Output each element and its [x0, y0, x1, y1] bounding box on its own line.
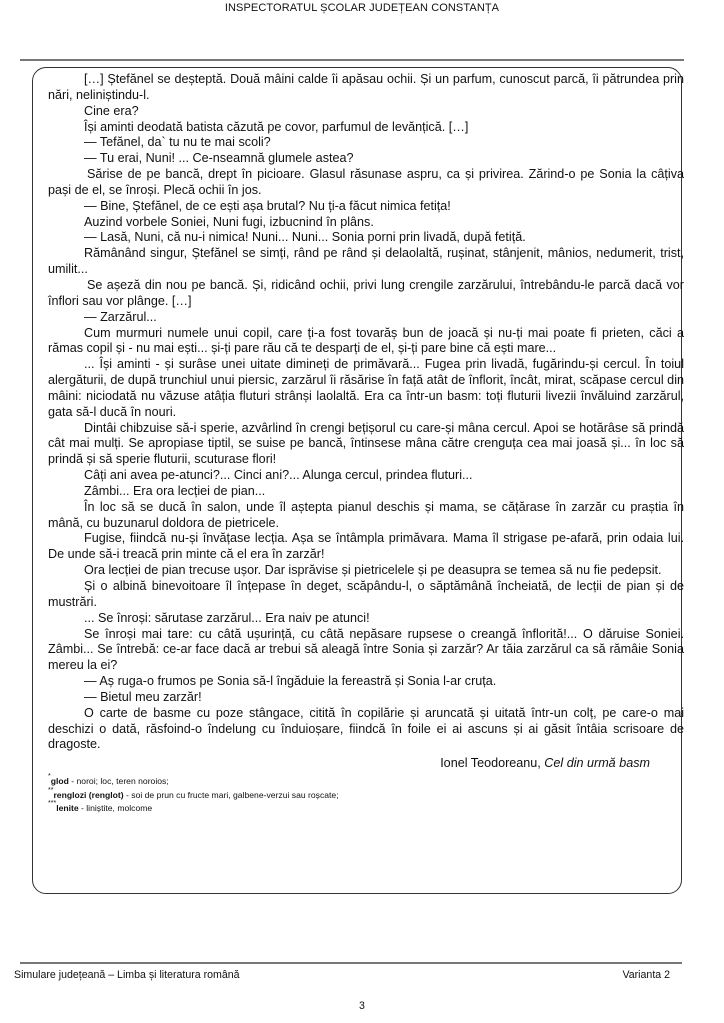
glossary-note	[48, 802, 684, 816]
glossary-note	[48, 775, 684, 789]
paragraph: Fugise, fiindcă nu-și învățase lecția. Așa se întâmpla primăvara. Mama îl strigase pe-afară, prin odaia lui. De unde să-i treacă prin minte că el era în zarzăr!	[48, 531, 684, 562]
note-term: renglozi (renglot)	[53, 789, 124, 800]
paragraph: ... Își aminti - și surâse unei uitate dimineți de primăvară... Fugea prin livadă, fugărindu-și cercul. În toiul alergăturii, de după trunchiul unui piersic, zarzărul îi răsărise în față atât de înflorit, încât, mirat, scăpase cercul din mâini: niciodată nu văzuse atâția fluturi strânși laolaltă. Era ca într-un basm: toți fluturii livezii învăluind zarzărul, gata să-l ducă în nouri.	[48, 357, 684, 419]
paragraph: O carte de basme cu poze stângace, citită în copilărie și aruncată și uitată într-un colț, pe care-o mai deschizi o dată, răsfoind-o îndelung cu înduioșare, fiindcă în foile ei ai ascuns și ai găsit întâia scrisoare de dragoste.	[48, 705, 684, 752]
work-title: Cel din urmă basm	[544, 756, 650, 771]
page-header-title: INSPECTORATUL ȘCOLAR JUDEȚEAN CONSTANȚA	[224, 2, 500, 14]
paragraph: Rămânând singur, Ștefănel se simți, rând pe rând și delaolaltă, rușinat, stânjenit, mânios, nedumerit, trist, umilit...	[48, 246, 684, 277]
paragraph: În loc să se ducă în salon, unde îl aștepta pianul deschis și mama, se cățărase în zarzăr cu praștia în mână, cu buzunarul doldora de pietricele.	[48, 499, 684, 530]
note-marker: *	[48, 773, 51, 781]
note-term: lenite	[56, 803, 79, 814]
paragraph: Zâmbi... Era ora lecției de pian...	[84, 483, 266, 498]
header-divider	[20, 59, 684, 61]
dialogue-line: — Aș ruga-o frumos pe Sonia să-l îngăduie la fereastră și Sonia l-ar cruța.	[84, 674, 497, 689]
paragraph: Cum murmuri numele unui copil, care ți-a fost tovarăș bun de joacă și nu-ți mai poate fi prieten, căci a rămas copil și - nu mai ești... și-ți pare rău că te desparți de el, și-ți pare bine că ești mare...	[48, 325, 684, 356]
note-term: glod	[50, 776, 69, 787]
dialogue-line: — Tu erai, Nuni! ... Ce-nseamnă glumele astea?	[84, 151, 354, 166]
paragraph: Cine era?	[84, 103, 139, 118]
passage-text	[48, 72, 684, 816]
glossary-note	[48, 786, 684, 803]
paragraph: Își aminti deodată batista căzută pe covor, parfumul de levănțică. […]	[84, 119, 469, 134]
glossary-notes	[48, 775, 684, 816]
note-definition: - liniștite, molcome	[78, 803, 153, 814]
dialogue-line: — Zarzărul...	[84, 309, 157, 324]
page-number: 3	[359, 1000, 365, 1012]
paragraph: Ora lecției de pian trecuse ușor. Dar isprăvise și pietricelele și pe deasupra se temea să nu fie pedepsit.	[84, 563, 662, 578]
paragraph: Se așeză din nou pe bancă. Și, ridicând ochii, privi lung crengile zarzărului, întrebându-le parcă dacă vor înflori sau vor plânge. […]	[48, 277, 684, 308]
note-definition: - noroi; loc, teren noroios;	[68, 776, 169, 787]
footer-variant: Varianta 2	[622, 969, 670, 981]
paragraph: Și o albină binevoitoare îl înțepase în deget, scăpându-l, o săptămână încheiată, de lecții de pian și de mustrări.	[48, 579, 684, 609]
note-marker: ***	[48, 800, 57, 808]
paragraph: Auzind vorbele Soniei, Nuni fugi, izbucnind în plâns.	[84, 214, 374, 229]
dialogue-line: — Tefănel, da` tu nu te mai scoli?	[84, 135, 271, 150]
source-attribution	[48, 755, 650, 771]
footer-divider	[20, 962, 682, 964]
paragraph: Sărise de pe bancă, drept în picioare. Glasul răsunase aspru, ca și privirea. Zărind-o pe Sonia la câțiva pași de el, se înroși. Plecă ochii în jos.	[48, 167, 684, 197]
paragraph: […] Ștefănel se deșteptă. Două mâini calde îi apăsau ochii. Și un parfum, cunoscut parcă, îi pătrundea prin nări, neliniștindu-l.	[48, 72, 684, 102]
paragraph: ... Se înroși: sărutase zarzărul... Era naiv pe atunci!	[84, 610, 370, 625]
paragraph: Dintâi chibzuise să-i sperie, azvârlind în crengi bețișorul cu care-și mâna cercul. Apoi se hotărâse să prindă cât mai mulți. Se apropiase tiptil, se suise pe bancă, întinsese mâna către crenguța cea mai joasă și... în loc să prindă și să sperie fluturii, scuturase flori!	[48, 420, 684, 467]
paragraph: Câți ani avea pe-atunci?... Cinci ani?... Alunga cercul, prindea fluturi...	[84, 468, 473, 483]
dialogue-line: — Bietul meu zarzăr!	[84, 689, 202, 704]
dialogue-line: — Bine, Ștefănel, de ce ești așa brutal? Nu ți-a făcut nimica fetița!	[84, 198, 451, 213]
paragraph: Se înroși mai tare: cu câtă ușurință, cu câtă nepăsare rupsese o creangă înflorită!... O dăruise Soniei. Zâmbi... Se întrebă: ce-ar face dacă ar trebui să aleagă între Sonia și zarzăr? Ar tăia zarzărul ca să rămâie Sonia mereu la ei?	[48, 626, 684, 673]
footer-exam-title: Simulare județeană – Limba și literatura română	[14, 969, 240, 981]
note-definition: - soi de prun cu fructe mari, galbene-verzui sau roșcate;	[123, 789, 339, 800]
author-name: Ionel Teodoreanu,	[440, 756, 545, 771]
dialogue-line: — Lasă, Nuni, că nu-i nimica! Nuni... Nuni... Sonia porni prin livadă, după fetiță.	[84, 230, 526, 245]
note-marker: **	[48, 786, 54, 794]
